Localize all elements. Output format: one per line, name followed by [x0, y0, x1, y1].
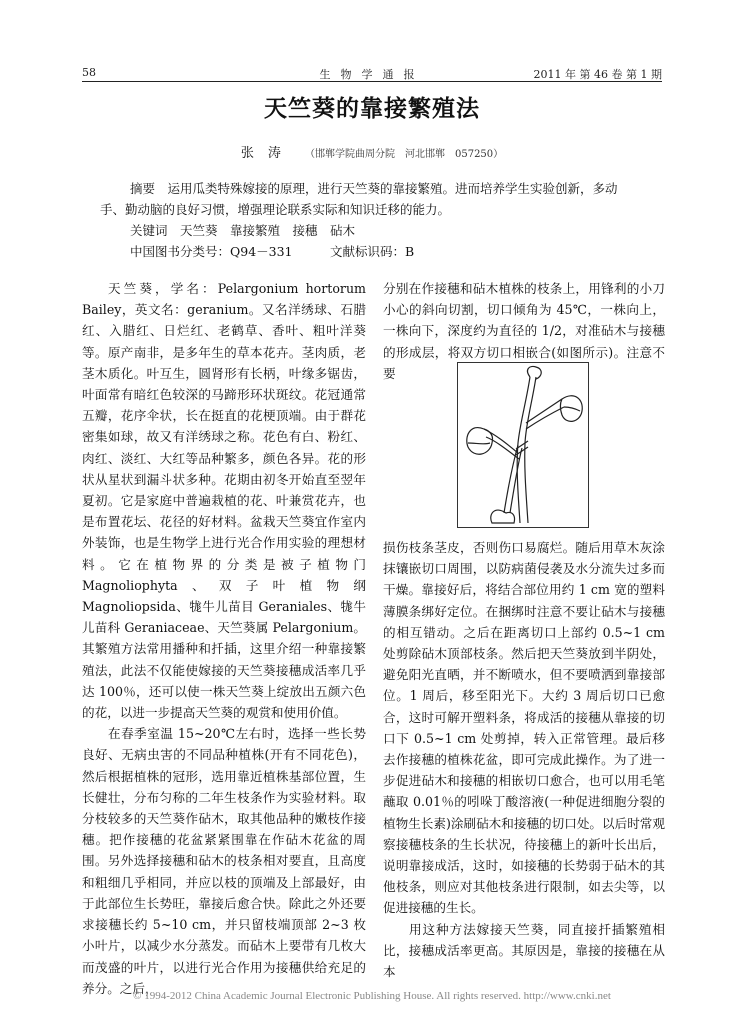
right-column-bottom [383, 537, 665, 982]
abstract-line-2: 手、勤动脑的良好习惯，增强理论联系实际和知识迁移的能力。 [100, 202, 451, 217]
author-name: 张涛 [240, 146, 295, 161]
author-affiliation: （邯郸学院曲周分院 河北邯郸 057250） [304, 149, 504, 160]
keywords: 关键词 天竺葵 靠接繁殖 接穗 砧木 [130, 223, 356, 238]
body-paragraph: 天竺葵，学名：Pelargonium hortorum Bailey，英文名：geranium。又名洋绣球、石腊红、入腊红、日烂红、老鹤草、香叶、粗叶洋葵等。原产南非，是多年生的草本花卉。茎肉质，老茎木质化。叶互生，圆肾形有长柄，叶缘多锯齿，叶面常有暗红色较深的马蹄形环状斑纹。花冠通常五瓣，花序伞状，长在挺直的花梗顶端。由于群花密集如球，故又有洋绣球之称。花色有白、粉红、肉红、淡红、大红等品种繁多，颜色各异。花的形状从星状到漏斗状多种。花期由初冬开始直至翌年夏初。它是家庭中普遍栽植的花、叶兼赏花卉，也是布置花坛、花径的好材料。盆栽天竺葵宜作室内外装饰，也是生物学上进行光合作用实验的理想材料。它在植物界的分类是被子植物门 Magnoliophyta、双子叶植物纲 Magnoliopsida、牻牛儿苗目 Geraniales、牻牛儿苗科 Geraniaceae、天竺葵属 Pelargonium。其繁殖方法常用播种和扦插，这里介绍一种靠接繁殖法，此法不仅能使嫁接的天竺葵接穗成活率几乎达 100％，还可以使一株天竺葵上绽放出五颜六色的花，以进一步提高天竺葵的观赏和使用价值。 [82, 281, 366, 721]
running-header [82, 62, 662, 80]
copyright-footer: © 1994-2012 China Academic Journal Electronic Publishing House. All rights reserved. http://www.cnki.net [133, 990, 611, 1002]
issue-info: 2011 年 第 46 卷 第 1 期 [533, 68, 662, 81]
body-paragraph: 分别在作接穗和砧木植株的枝条上，用锋利的小刀小心的斜向切割，切口倾角为 45℃，一株向上，一株向下，深度约为直径的 1/2，对准砧木与接穗的形成层，将双方切口相嵌合(如图所示)。注意不要 [383, 281, 665, 381]
classification: 中国图书分类号：Q94－331 文献标识码：B [130, 244, 415, 259]
body-paragraph: 在春季室温 15~20℃左右时，选择一些长势良好、无病虫害的不同品种植株(开有不同花色)，然后根据植株的冠形，选用靠近植株基部位置，生长健壮，分布匀称的二年生枝条作为实验材料。取分枝较多的天竺葵作砧木，取其他品种的嫩枝作接穗。把作接穗的花盆紧紧围靠在作砧木花盆的周围。另外选择接穗和砧木的枝条相对要直，且高度和粗细几乎相同，并应以枝的顶端及上部最好，由于此部位生长势旺，靠接后愈合快。除此之外还要求接穗长约 5~10 cm，并只留枝端顶部 2~3 枚小叶片，以减少水分蒸发。而砧木上要带有几枚大而茂盛的叶片，以进行光合作用为接穗供给充足的养分。之后， [82, 726, 366, 996]
header-rule [82, 81, 662, 82]
abstract-block [100, 178, 644, 262]
left-column [82, 278, 366, 999]
journal-name: 生物学通报 [319, 68, 425, 81]
grafting-illustration-icon [458, 363, 588, 527]
body-paragraph: 用这种方法嫁接天竺葵，同直接扦插繁殖相比，接穗成活率更高。其原因是，靠接的接穗在从本 [383, 921, 665, 980]
article-title: 天竺葵的靠接繁殖法 [264, 95, 480, 122]
grafting-figure [457, 362, 589, 528]
page-number: 58 [82, 66, 96, 79]
body-paragraph: 损伤枝条茎皮，否则伤口易腐烂。随后用草木灰涂抹镶嵌切口周围，以防病菌侵袭及水分流失过多而干燥。靠接好后，将结合部位用约 1 cm 宽的塑料薄膜条绑好定位。在捆绑时注意不要让砧木与接穗的相互错动。之后在距离切口上部约 0.5~1 cm 处剪除砧木顶部枝条。然后把天竺葵放到半阴处，避免阳光直晒，并不断喷水，但不要喷洒到靠接部位。1 周后，移至阳光下。大约 3 周后切口已愈合，这时可解开塑料条，将成活的接穗从靠接的切口下 0.5~1 cm 处剪掉，转入正常管理。最后移去作接穗的植株花盆，即可完成此操作。为了进一步促进砧木和接穗的相嵌切口愈合，也可以用毛笔蘸取 0.01％的吲哚丁酸溶液(一种促进细胞分裂的植物生长素)涂刷砧木和接穗的切口处。以后时常观察接穗枝条的生长状况，待接穗上的新叶长出后，说明靠接成活，这时，如接穗的长势弱于砧木的其他枝条，则应对其他枝条进行限制，如去尖等，以促进接穗的生长。 [383, 540, 665, 916]
author-line [0, 142, 744, 161]
abstract-line-1: 摘要 运用瓜类特殊嫁接的原理，进行天竺葵的靠接繁殖。进而培养学生实验创新，多动 [130, 181, 618, 196]
